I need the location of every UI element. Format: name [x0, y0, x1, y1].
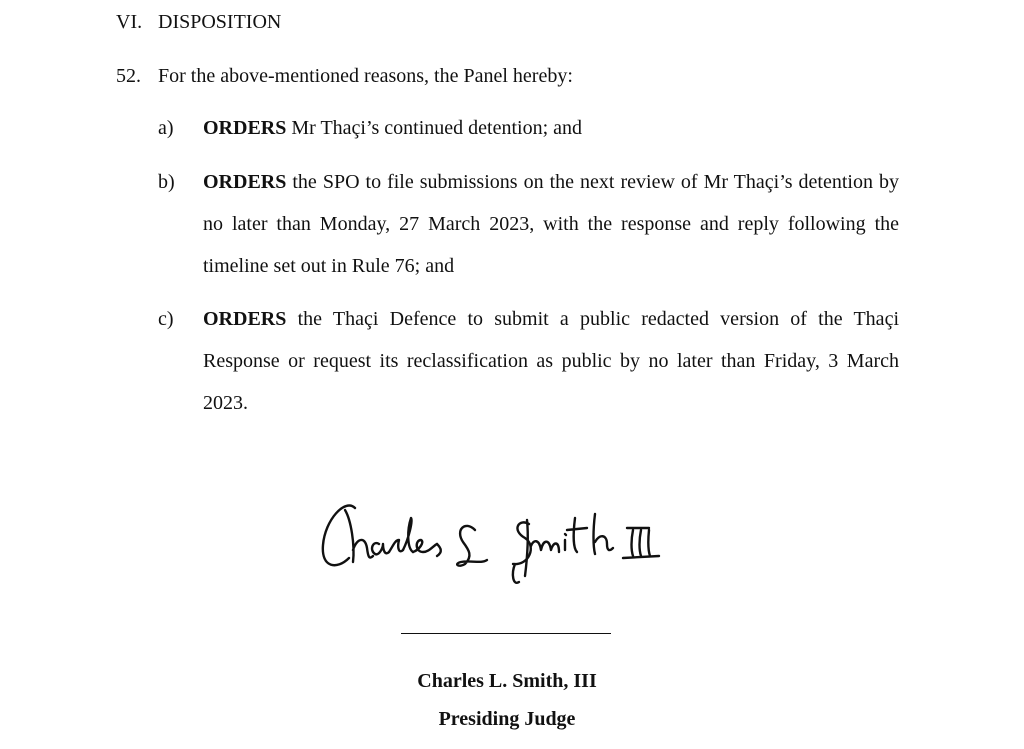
item-b-verb: ORDERS: [203, 171, 287, 193]
item-c-text: the Thaçi Defence to submit a public redacted version of the Thaçi Response or request its reclassification as public by no later than Friday, 3 March 2023.: [203, 308, 899, 414]
judge-role: Presiding Judge: [438, 708, 576, 730]
item-marker-b: b): [158, 171, 175, 193]
item-b: [203, 161, 899, 287]
item-b-text: the SPO to file submissions on the next review of Mr Thaçi’s detention by no later than Monday, 27 March 2023, with the response and reply following the timeline set out in Rule 76; and: [203, 171, 899, 277]
handwritten-signature: [315, 490, 705, 590]
item-marker-a: a): [158, 117, 174, 139]
paragraph-intro: For the above-mentioned reasons, the Panel hereby:: [158, 65, 573, 87]
item-a: [203, 107, 899, 149]
item-c-verb: ORDERS: [203, 308, 287, 330]
item-marker-c: c): [158, 308, 174, 330]
signature-line: [401, 633, 611, 634]
judge-name: Charles L. Smith, III: [417, 670, 597, 692]
section-title: DISPOSITION: [158, 11, 282, 33]
item-c: [203, 298, 899, 424]
section-number: VI.: [116, 11, 143, 33]
paragraph-number: 52.: [116, 65, 141, 87]
item-a-verb: ORDERS: [203, 117, 287, 139]
item-a-text: Mr Thaçi’s continued detention; and: [286, 117, 583, 139]
